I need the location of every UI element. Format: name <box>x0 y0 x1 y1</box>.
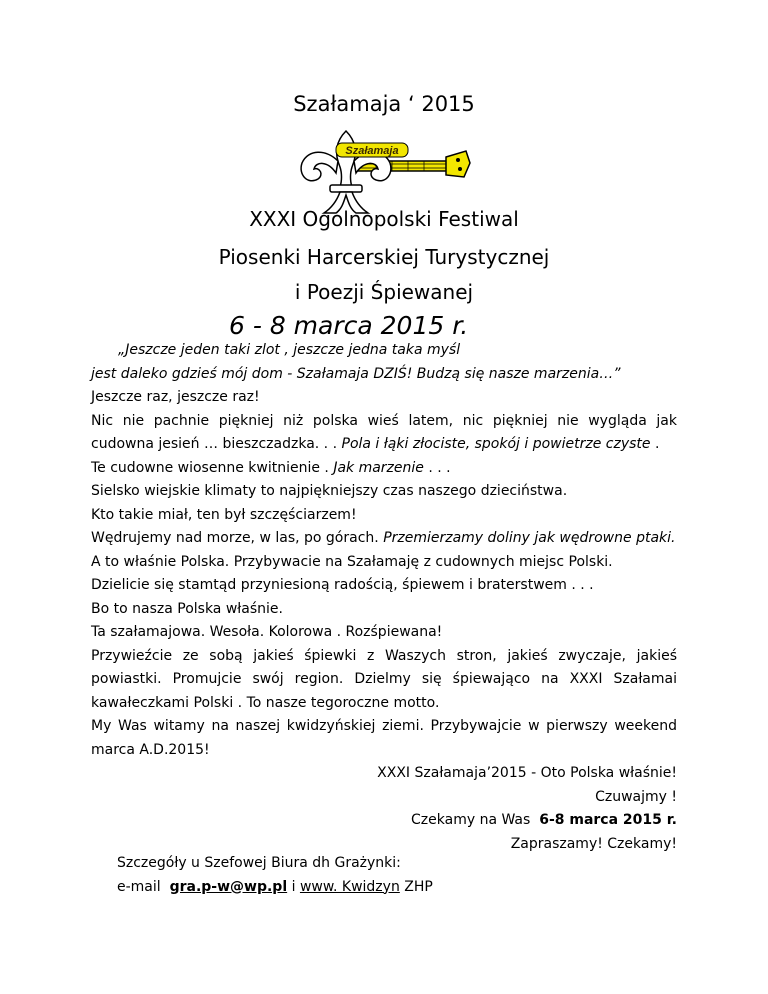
festival-logo <box>296 127 471 217</box>
closing-line: Czekamy na Was 6-8 marca 2015 r. <box>411 812 677 828</box>
quote-line1: „Jeszcze jeden taki zlot , jeszcze jedna taka myśl <box>118 342 461 358</box>
body-paragraph: Wędrujemy nad morze, w las, po górach. Przemierzamy doliny jak wędrowne ptaki. <box>91 530 676 546</box>
logo-text: Szałamaja <box>345 145 399 157</box>
body-text <box>91 339 677 856</box>
quote-line2: jest daleko gdzieś mój dom - Szałamaja DZIŚ! Budzą się nasze marzenia…” <box>91 365 621 382</box>
body-line: Bo to nasza Polska właśnie. <box>91 600 283 617</box>
contact-footer <box>117 852 433 899</box>
body-line: Jeszcze raz, jeszcze raz! <box>91 389 260 405</box>
festival-name-line2: Piosenki Harcerskiej Turystycznej <box>218 245 550 269</box>
guitar-head-icon <box>446 151 470 177</box>
festival-name-line1: XXXI Ogólnopolski Festiwal <box>249 207 519 231</box>
email-link[interactable]: gra.p-w@wp.pl <box>169 878 288 895</box>
festival-name-line3: i Poezji Śpiewanej <box>294 280 474 304</box>
body-line: Sielsko wiejskie klimaty to najpiękniejszy czas naszego dzieciństwa. <box>91 483 568 499</box>
closing-line: Zapraszamy! Czekamy! <box>510 835 677 852</box>
website-link[interactable]: www. Kwidzyn <box>299 878 400 895</box>
contact-line: Szczegóły u Szefowej Biura dh Grażynki: <box>117 855 401 871</box>
body-line: A to właśnie Polska. Przybywacie na Szałamaję z cudownych miejsc Polski. <box>91 553 613 570</box>
closing-line: XXXI Szałamaja’2015 - Oto Polska właśnie! <box>377 765 677 781</box>
body-paragraph: My Was witamy na naszej kwidzyńskiej ziemi. Przybywajcie w pierwszy weekend marca A.D.2015! <box>91 718 677 758</box>
document-title: Szałamaja ‘ 2015 <box>293 92 475 116</box>
body-paragraph: Nic nie pachnie piękniej niż polska wieś latem, nic piękniej nie wygląda jak cudowna jesień … bieszczadzka. . . Pola i łąki złociste, spokój i powietrze czyste . <box>91 412 677 452</box>
body-paragraph: Przywieźcie ze sobą jakieś śpiewki z Waszych stron, jakieś zwyczaje, jakieś powiastki. Promujcie swój region. Dzielmy się śpiewająco na XXXI Szałamai kawałeczkami Polski . To nasze tegoroczne motto. <box>91 647 677 711</box>
festival-date: 6 - 8 marca 2015 r. <box>229 311 469 340</box>
body-line: Ta szałamajowa. Wesoła. Kolorowa . Rozśpiewana! <box>91 624 443 640</box>
body-line: Kto takie miał, ten był szczęściarzem! <box>91 506 357 523</box>
closing-line: Czuwajmy ! <box>595 788 677 805</box>
body-line: Dzielicie się stamtąd przyniesioną radością, śpiewem i braterstwem . . . <box>91 577 594 593</box>
body-line: Te cudowne wiosenne kwitnienie . Jak marzenie . . . <box>91 459 451 476</box>
contact-email-line: e-mail gra.p-w@wp.pl i www. Kwidzyn ZHP <box>117 878 433 895</box>
